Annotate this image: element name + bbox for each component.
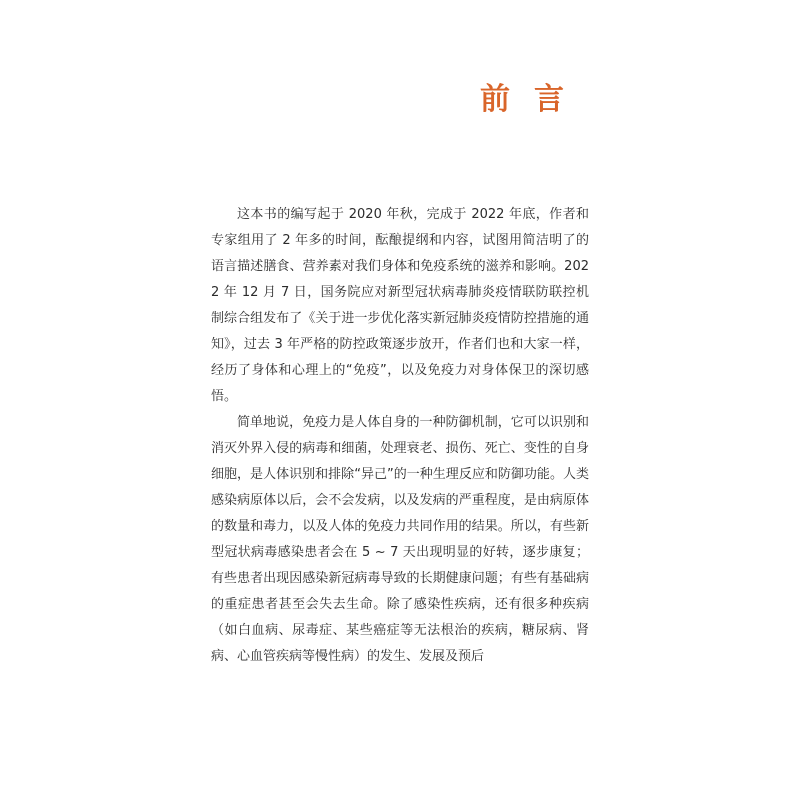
preface-paragraph-1: 这本书的编写起于 2020 年秋，完成于 2022 年底，作者和专家组用了 2 年多的时间，酝酿提纲和内容，试图用简洁明了的语言描述膳食、营养素对我们身体和免疫系统的滋养和影响。2022 年 12 月 7 日，国务院应对新型冠状病毒肺炎疫情联防联控机制综合组发布了《关于进一步优化落实新冠肺炎疫情防控措施的通知》，过去 3 年严格的防控政策逐步放开，作者们也和大家一样，经历了身体和心理上的“免疫”，以及免疫力对身体保卫的深切感悟。 bbox=[211, 207, 589, 404]
preface-body bbox=[211, 202, 589, 670]
preface-paragraph-2: 简单地说，免疫力是人体自身的一种防御机制，它可以识别和消灭外界入侵的病毒和细菌，处理衰老、损伤、死亡、变性的自身细胞，是人体识别和排除“异己”的一种生理反应和防御功能。人类感染病原体以后，会不会发病，以及发病的严重程度，是由病原体的数量和毒力，以及人体的免疫力共同作用的结果。所以，有些新型冠状病毒感染患者会在 5 ~ 7 天出现明显的好转，逐步康复；有些患者出现因感染新冠病毒导致的长期健康问题；有些有基础病的重症患者甚至会失去生命。除了感染性疾病，还有很多种疾病（如白血病、尿毒症、某些癌症等无法根治的疾病，糖尿病、肾病、心血管疾病等慢性病）的发生、发展及预后 bbox=[211, 415, 589, 664]
page-title: 前言 bbox=[480, 82, 588, 117]
